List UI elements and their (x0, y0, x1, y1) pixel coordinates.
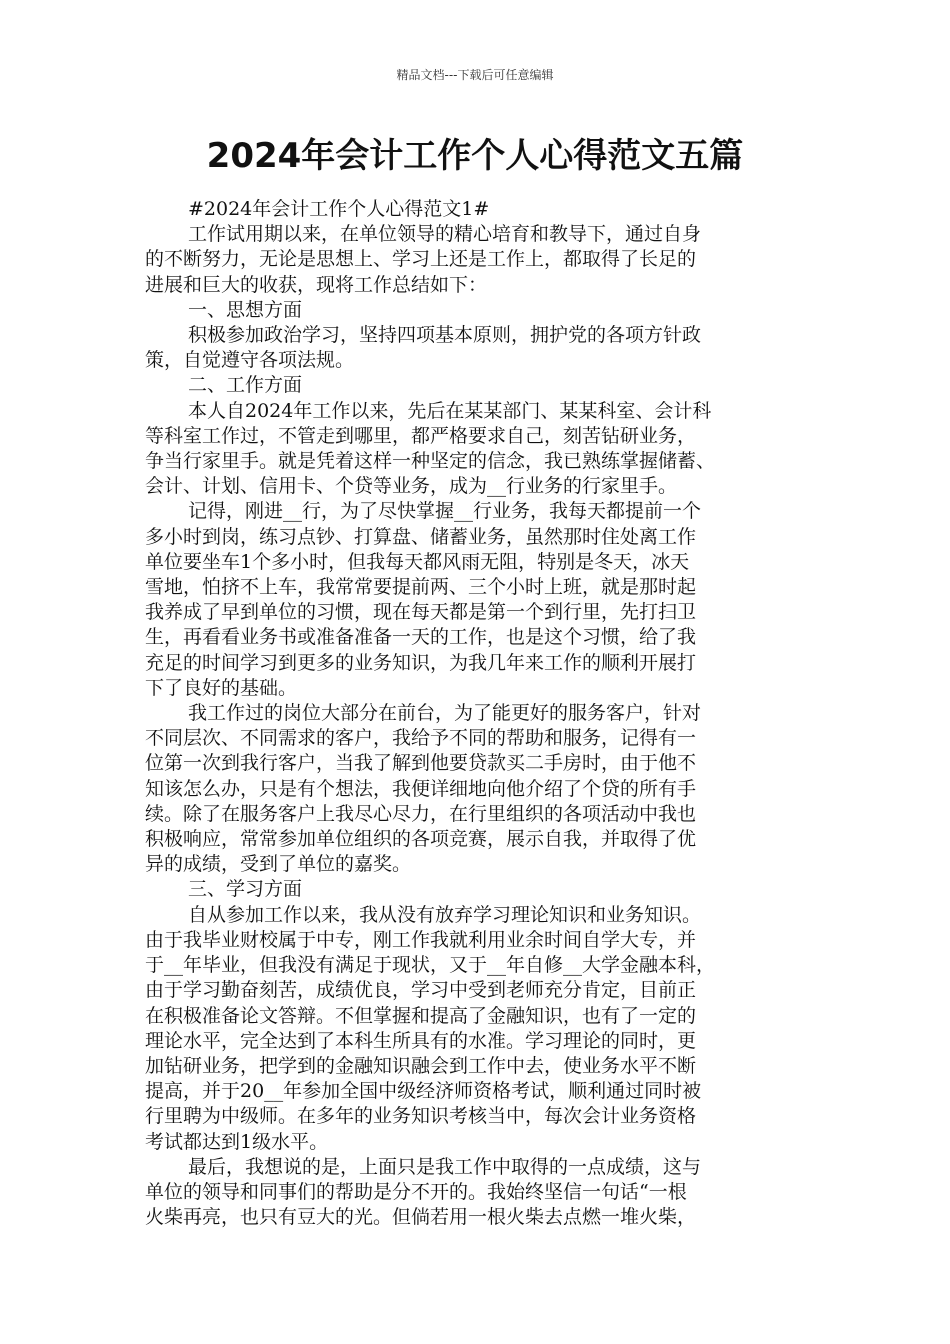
body-line: 单位的领导和同事们的帮助是分不开的。我始终坚信一句话“一根 (145, 1180, 687, 1203)
body-line: 策，自觉遵守各项法规。 (145, 349, 355, 372)
body-line: 会计、计划、信用卡、个贷等业务，成为__行业务的行家里手。 (145, 475, 678, 498)
body-line: 于__年毕业，但我没有满足于现状，又于__年自修__大学金融本科， (145, 954, 716, 977)
body-line: 由于我毕业财校属于中专，刚工作我就利用业余时间自学大专，并 (145, 928, 697, 951)
body-line: 提高，并于20__年参加全国中级经济师资格考试，顺利通过同时被 (145, 1080, 702, 1103)
body-line: 充足的时间学习到更多的业务知识，为我几年来工作的顺利开展打 (145, 651, 697, 674)
body-line: 二、工作方面 (188, 374, 303, 397)
body-line: 不同层次、不同需求的客户，我给予不同的帮助和服务，记得有一 (145, 727, 697, 750)
body-line: 进展和巨大的收获，现将工作总结如下： (145, 273, 488, 296)
document-body (145, 197, 805, 1230)
body-line: 下了良好的基础。 (145, 676, 298, 699)
body-line: 我工作过的岗位大部分在前台，为了能更好的服务客户，针对 (188, 702, 702, 725)
body-line: 由于学习勤奋刻苦，成绩优良，学习中受到老师充分肯定，目前正 (145, 979, 697, 1002)
body-line: 积极参加政治学习，坚持四项基本原则，拥护党的各项方针政 (188, 324, 702, 347)
body-line: 单位要坐车1个多小时，但我每天都风雨无阻，特别是冬天，冰天 (145, 550, 690, 573)
body-line: #2024年会计工作个人心得范文1# (188, 198, 490, 220)
body-line: 自从参加工作以来，我从没有放弃学习理论知识和业务知识。 (188, 903, 702, 926)
body-line: 等科室工作过，不管走到哪里，都严格要求自己，刻苦钻研业务， (145, 424, 697, 447)
body-line: 争当行家里手。就是凭着这样一种坚定的信念，我已熟练掌握储蓄、 (145, 450, 716, 473)
body-line: 我养成了早到单位的习惯，现在每天都是第一个到行里，先打扫卫 (145, 601, 697, 624)
body-line: 的不断努力，无论是思想上、学习上还是工作上，都取得了长足的 (145, 248, 697, 271)
body-line: 理论水平，完全达到了本科生所具有的水准。学习理论的同时，更 (145, 1029, 697, 1052)
body-line: 在积极准备论文答辩。不但掌握和提高了金融知识，也有了一定的 (145, 1004, 697, 1027)
body-line: 异的成绩，受到了单位的嘉奖。 (145, 853, 412, 876)
document-title: 2024年会计工作个人心得范文五篇 (206, 136, 744, 176)
body-line: 记得，刚进__行，为了尽快掌握__行业务，我每天都提前一个 (188, 500, 702, 523)
body-line: 行里聘为中级师。在多年的业务知识考核当中，每次会计业务资格 (145, 1105, 697, 1128)
body-line: 三、学习方面 (188, 878, 303, 901)
body-line: 雪地，怕挤不上车，我常常要提前两、三个小时上班，就是那时起 (145, 576, 697, 599)
body-line: 火柴再亮，也只有豆大的光。但倘若用一根火柴去点燃一堆火柴， (145, 1206, 697, 1229)
body-line: 知该怎么办，只是有个想法，我便详细地向他介绍了个贷的所有手 (145, 777, 697, 800)
body-line: 积极响应，常常参加单位组织的各项竞赛，展示自我，并取得了优 (145, 828, 697, 851)
body-line: 位第一次到我行客户，当我了解到他要贷款买二手房时，由于他不 (145, 752, 697, 775)
body-line: 最后，我想说的是，上面只是我工作中取得的一点成绩，这与 (188, 1155, 702, 1178)
body-line: 工作试用期以来，在单位领导的精心培育和教导下，通过自身 (188, 223, 702, 246)
body-line: 本人自2024年工作以来，先后在某某部门、某某科室、会计科 (188, 399, 712, 422)
body-line: 加钻研业务，把学到的金融知识融会到工作中去，使业务水平不断 (145, 1054, 697, 1077)
body-line: 一、思想方面 (188, 298, 303, 321)
page-header: 精品文档---下载后可任意编辑 (396, 68, 554, 82)
body-line: 考试都达到1级水平。 (145, 1130, 329, 1153)
body-line: 续。除了在服务客户上我尽心尽力，在行里组织的各项活动中我也 (145, 802, 697, 825)
body-line: 多小时到岗，练习点钞、打算盘、储蓄业务，虽然那时住处离工作 (145, 525, 697, 548)
body-line: 生，再看看业务书或准备准备一天的工作，也是这个习惯，给了我 (145, 626, 697, 649)
